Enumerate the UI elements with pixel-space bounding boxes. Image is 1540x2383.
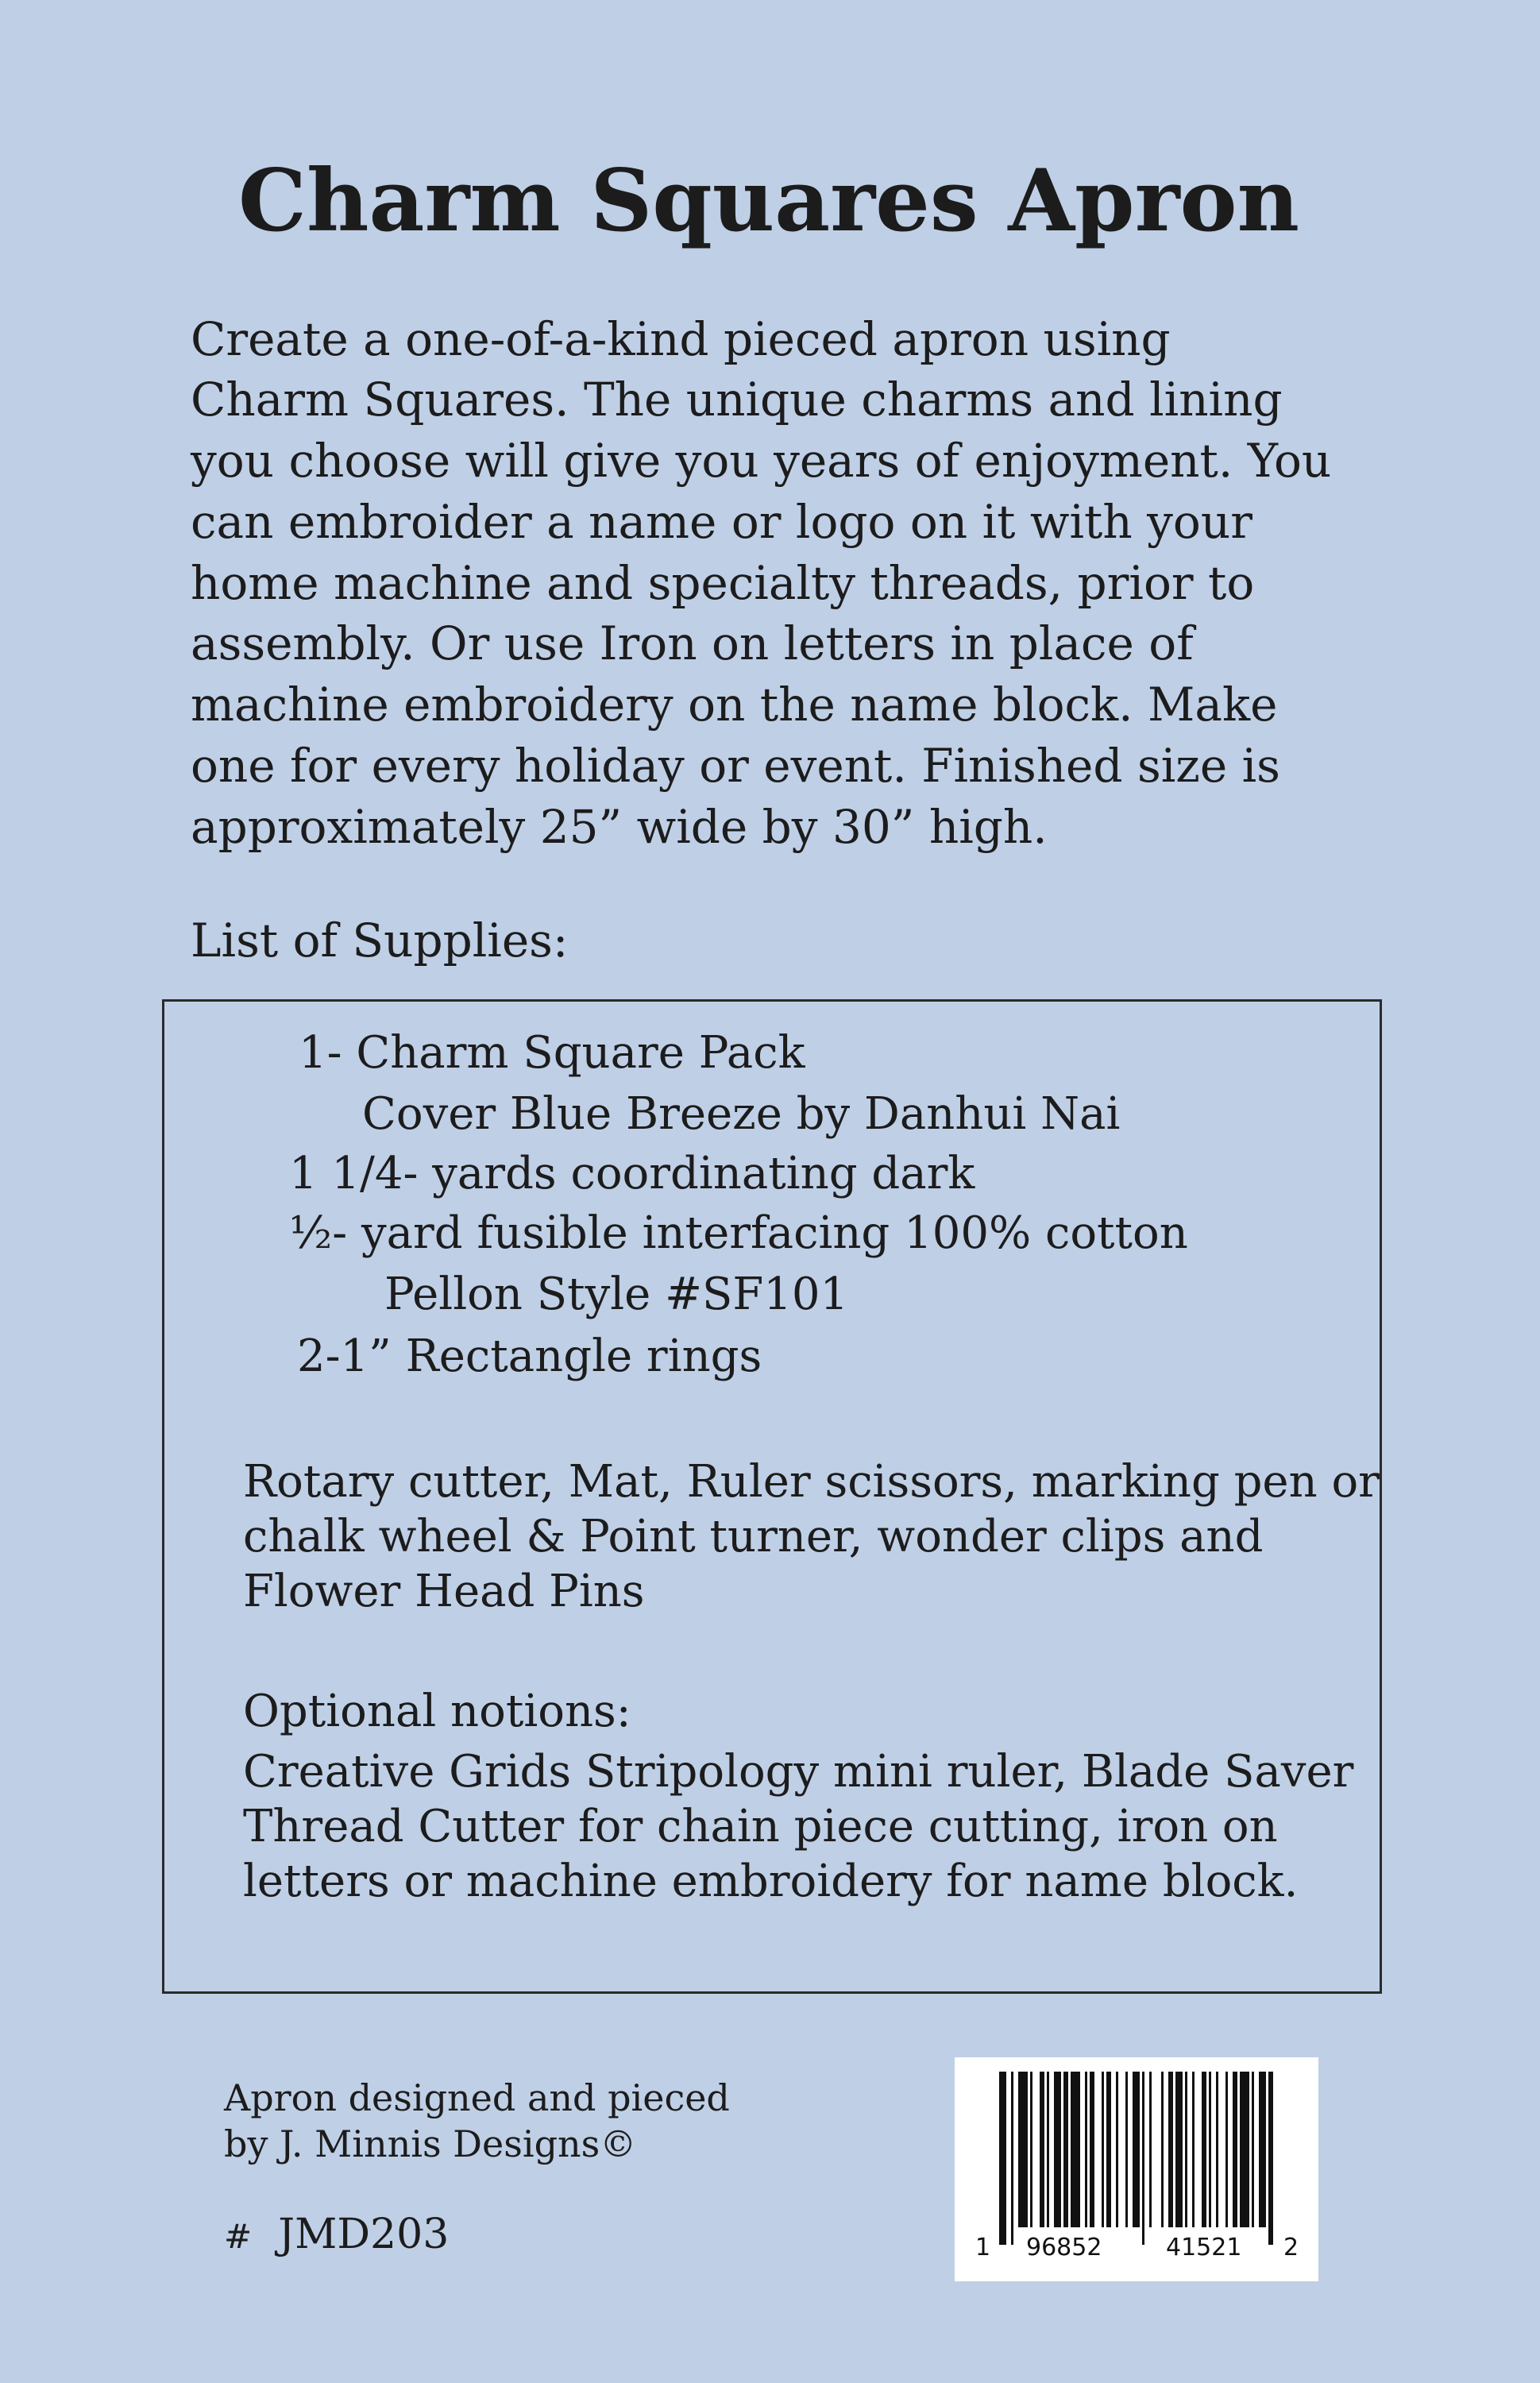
barcode-bar: [1240, 2072, 1249, 2227]
intro-line: approximately 25” wide by 30” high.: [191, 800, 1048, 854]
designer-credit: by J. Minnis Designs©: [224, 2122, 637, 2165]
barcode-bar: [1116, 2072, 1118, 2227]
barcode-group-left: 96852: [1026, 2234, 1102, 2261]
barcode-bar: [1233, 2072, 1237, 2227]
barcode-bar: [1047, 2072, 1049, 2227]
pattern-code: [224, 2211, 449, 2258]
optional-line: letters or machine embroidery for name block.: [243, 1856, 1299, 1907]
barcode-bar: [1209, 2072, 1211, 2227]
barcode-digit-first: 1: [975, 2234, 991, 2261]
barcode-bar: [1085, 2072, 1087, 2227]
barcode-bar: [1202, 2072, 1206, 2227]
optional-line: Thread Cutter for chain piece cutting, iron on: [243, 1801, 1278, 1852]
optional-line: Creative Grids Stripology mini ruler, Blade Saver: [243, 1746, 1354, 1798]
barcode-bar: [1090, 2072, 1094, 2227]
barcode-bar: [1149, 2072, 1152, 2227]
barcode-bar: [1018, 2072, 1028, 2227]
barcode-bar: [1259, 2072, 1266, 2227]
pattern-code-hash: #: [224, 2217, 253, 2256]
supply-item: ½- yard fusible interfacing 100% cotton: [289, 1207, 1188, 1259]
optional-heading: Optional notions:: [243, 1686, 631, 1737]
supplies-heading: List of Supplies:: [191, 913, 569, 967]
barcode-bars: [955, 2057, 1318, 2281]
pattern-code-value: JMD203: [278, 2211, 450, 2258]
page-title: Charm Squares Apron: [238, 151, 1300, 251]
barcode-bar: [1185, 2072, 1187, 2227]
barcode-bar: [1125, 2072, 1128, 2227]
barcode-bar: [1040, 2072, 1044, 2227]
barcode: [955, 2057, 1318, 2281]
barcode-bar: [1168, 2072, 1173, 2227]
intro-line: you choose will give you years of enjoyment. You: [191, 434, 1332, 488]
barcode-bar: [1142, 2072, 1144, 2245]
barcode-bar: [1252, 2072, 1254, 2227]
supply-item: 1- Charm Square Pack: [299, 1027, 805, 1079]
barcode-bar: [1192, 2072, 1195, 2227]
barcode-bar: [1133, 2072, 1140, 2227]
tools-line: Rotary cutter, Mat, Ruler scissors, marking pen or: [243, 1456, 1380, 1508]
supply-item: 1 1/4- yards coordinating dark: [289, 1148, 975, 1199]
intro-line: can embroider a name or logo on it with your: [191, 495, 1252, 549]
intro-line: Create a one-of-a-kind pieced apron using: [191, 312, 1171, 366]
intro-line: Charm Squares. The unique charms and lining: [191, 373, 1283, 427]
barcode-bar: [1102, 2072, 1104, 2227]
barcode-bar: [1011, 2072, 1013, 2245]
barcode-bar: [1175, 2072, 1183, 2227]
intro-line: machine embroidery on the name block. Make: [191, 678, 1278, 732]
barcode-digit-last: 2: [1283, 2234, 1299, 2261]
barcode-bar: [1030, 2072, 1032, 2227]
intro-line: home machine and specialty threads, prior to: [191, 556, 1255, 610]
supply-item: 2-1” Rectangle rings: [297, 1331, 762, 1382]
barcode-bar: [1225, 2072, 1228, 2227]
tools-line: chalk wheel & Point turner, wonder clips and: [243, 1511, 1264, 1562]
barcode-bar: [1063, 2072, 1068, 2227]
barcode-bar: [1106, 2072, 1111, 2227]
barcode-bar: [1161, 2072, 1164, 2227]
barcode-bar: [1071, 2072, 1080, 2227]
barcode-group-right: 41521: [1166, 2234, 1242, 2261]
barcode-bar: [999, 2072, 1006, 2245]
barcode-bar: [1268, 2072, 1273, 2245]
intro-line: one for every holiday or event. Finished size is: [191, 739, 1280, 793]
barcode-bar: [1054, 2072, 1061, 2227]
barcode-bar: [1216, 2072, 1218, 2227]
intro-line: assembly. Or use Iron on letters in place of: [191, 616, 1194, 670]
supply-item: Pellon Style #SF101: [384, 1269, 849, 1320]
supply-item: Cover Blue Breeze by Danhui Nai: [362, 1088, 1121, 1140]
designer-credit: Apron designed and pieced: [224, 2076, 730, 2119]
tools-line: Flower Head Pins: [243, 1566, 645, 1617]
